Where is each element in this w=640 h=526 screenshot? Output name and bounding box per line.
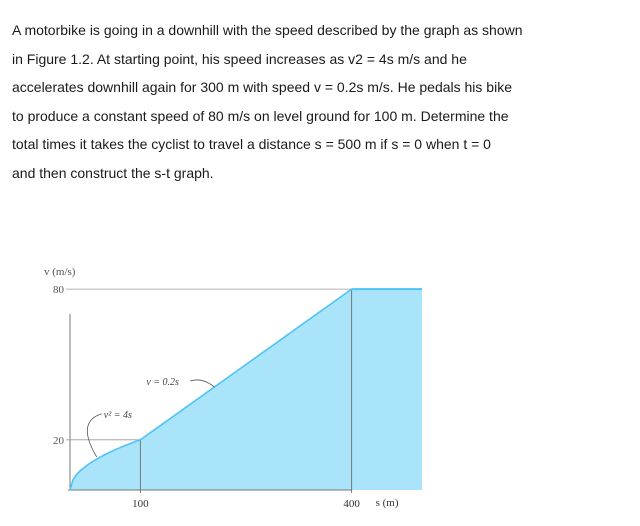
problem-line-2: in Figure 1.2. At starting point, his speed increases as v2 = 4s m/s and he	[12, 50, 467, 67]
y-tick-80: 80	[53, 284, 64, 297]
velocity-distance-figure	[0, 250, 640, 526]
annotation-leader-4s	[87, 414, 101, 457]
area-under-curve	[70, 289, 422, 490]
v-s-chart	[0, 250, 640, 526]
y-tick-20: 20	[53, 434, 64, 447]
x-axis-label: s (m)	[375, 497, 399, 509]
y-axis-label: v (m/s)	[44, 266, 76, 278]
x-tick-400: 400	[343, 498, 360, 510]
annotation-leader-0.2s	[190, 380, 214, 387]
annotation-v-0.2s: v = 0.2s	[146, 377, 179, 389]
problem-line-6: and then construct the s-t graph.	[12, 164, 214, 181]
problem-line-5: total times it takes the cyclist to travel a distance s = 500 m if s = 0 when t = 0	[12, 136, 491, 152]
problem-line-4: to produce a constant speed of 80 m/s on level ground for 100 m. Determine the	[12, 107, 509, 124]
x-tick-100: 100	[132, 498, 149, 510]
problem-line-3: accelerates downhill again for 300 m with speed v = 0.2s m/s. He pedals his bike	[12, 79, 512, 95]
problem-line-1: A motorbike is going in a downhill with the speed described by the graph as shown	[12, 22, 523, 38]
annotation-v2-4s: v² = 4s	[103, 409, 132, 421]
problem-statement	[12, 18, 628, 189]
